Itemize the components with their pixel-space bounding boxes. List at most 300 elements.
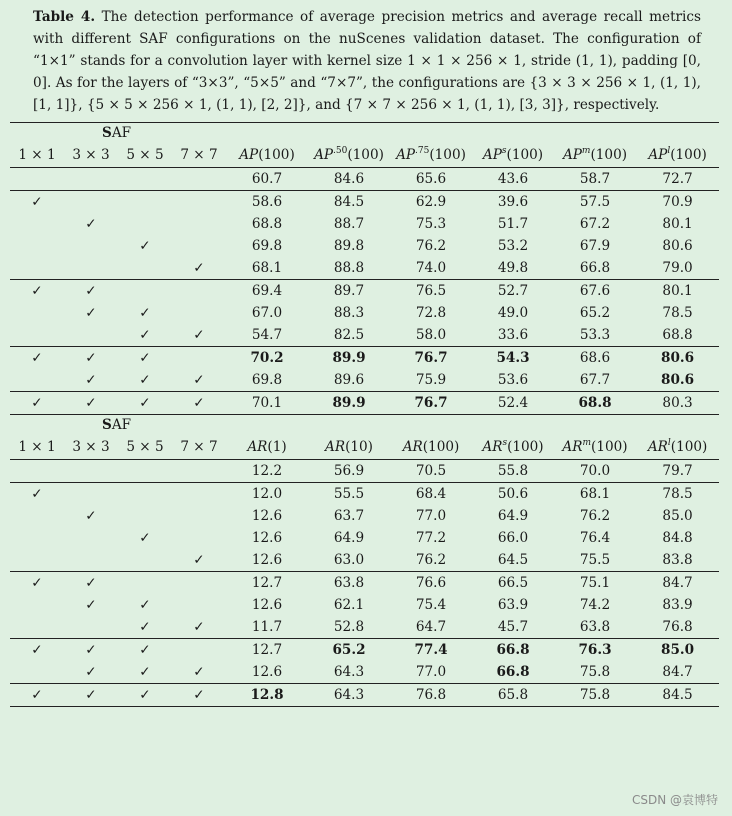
config-cell	[64, 213, 118, 235]
metric-value: 68.8	[554, 392, 636, 415]
metric-tail: (100)	[506, 147, 544, 163]
metric-value: 75.5	[579, 552, 611, 568]
metric-value: 68.1	[554, 483, 636, 506]
metric-value: 63.8	[579, 619, 611, 635]
metric-tail: (100)	[258, 147, 295, 163]
metric-value: 76.7	[390, 347, 472, 370]
config-cell	[64, 661, 118, 684]
config-cell	[118, 483, 172, 506]
metric-value: 76.6	[390, 572, 472, 595]
ap-kernel-header: 7 × 7	[180, 147, 218, 163]
metric-value: 83.8	[662, 552, 693, 568]
metric-value: 89.8	[333, 238, 365, 254]
check-mark: ✓	[31, 283, 43, 299]
ar-header-row	[10, 435, 719, 460]
config-cell	[64, 369, 118, 392]
metric-value: 84.7	[636, 572, 719, 595]
metric-value: 57.5	[554, 191, 636, 214]
config-cell	[64, 616, 118, 639]
metric-value: 51.7	[497, 216, 529, 232]
config-cell	[172, 324, 226, 347]
ar-kernel-header: 3 × 3	[72, 439, 110, 455]
metric-tail: (100)	[422, 439, 460, 455]
metric-value: 55.8	[472, 460, 554, 483]
table-row	[10, 505, 719, 527]
metric-value: 70.5	[390, 460, 472, 483]
table-row	[10, 347, 719, 370]
config-cell	[118, 213, 172, 235]
check-mark: ✓	[193, 664, 205, 680]
metric-value: 68.8	[251, 216, 283, 232]
config-cell	[118, 347, 172, 370]
check-mark: ✓	[31, 395, 43, 411]
config-cell	[172, 527, 226, 549]
metric-value: 89.9	[308, 392, 390, 415]
config-cell	[172, 505, 226, 527]
metric-value: 64.9	[333, 530, 365, 546]
metric-value: 63.7	[333, 508, 365, 524]
config-cell	[10, 257, 64, 280]
ar-metric-header	[226, 435, 308, 460]
ar-saf-header	[10, 415, 719, 436]
metric-value: 77.0	[415, 508, 447, 524]
ap-metric-header	[308, 143, 390, 168]
config-cell	[172, 302, 226, 324]
metric-value: 65.6	[390, 168, 472, 191]
ap-saf-row	[10, 123, 719, 144]
config-cell	[118, 616, 172, 639]
check-mark: ✓	[85, 395, 97, 411]
table-row	[10, 549, 719, 572]
metric-value: 64.3	[333, 664, 365, 680]
config-cell	[172, 392, 226, 415]
metric-value: 85.0	[636, 639, 719, 662]
metric-value: 72.8	[415, 305, 447, 321]
metric-value: 67.9	[579, 238, 611, 254]
metric-base: AP	[482, 147, 502, 163]
table-row	[10, 684, 719, 707]
metric-sup: l	[667, 146, 671, 156]
config-cell	[172, 191, 226, 214]
config-cell	[10, 616, 64, 639]
metric-value: 68.4	[390, 483, 472, 506]
check-mark: ✓	[85, 687, 97, 703]
metric-base: AP	[648, 147, 668, 163]
ap-kernel-header: 1 × 1	[18, 147, 56, 163]
config-cell	[10, 505, 64, 527]
ar-kernel-header: 7 × 7	[180, 439, 218, 455]
metric-value: 76.3	[554, 639, 636, 662]
table-row	[10, 616, 719, 639]
metric-value: 68.1	[251, 260, 283, 276]
metric-base: AR	[402, 439, 423, 455]
check-mark: ✓	[139, 350, 151, 366]
metric-base: AR	[562, 439, 583, 455]
check-mark: ✓	[31, 486, 43, 502]
metric-value: 66.0	[497, 530, 529, 546]
config-cell	[172, 684, 226, 707]
config-cell	[118, 661, 172, 684]
check-mark: ✓	[85, 642, 97, 658]
check-mark: ✓	[85, 575, 97, 591]
table-row	[10, 235, 719, 257]
metric-value: 70.9	[636, 191, 719, 214]
metric-sup: .75	[415, 146, 430, 156]
metric-value: 58.6	[226, 191, 308, 214]
config-cell	[10, 527, 64, 549]
metric-value: 12.7	[226, 639, 308, 662]
config-cell	[64, 168, 118, 191]
check-mark: ✓	[85, 372, 97, 388]
metric-tail: (100)	[670, 439, 708, 455]
table-row	[10, 594, 719, 616]
metric-value: 65.8	[472, 684, 554, 707]
ar-metric-header	[472, 435, 554, 460]
metric-value: 64.5	[497, 552, 529, 568]
metric-tail: (10)	[345, 439, 373, 455]
table-row	[10, 302, 719, 324]
metric-value: 82.5	[333, 327, 365, 343]
check-mark: ✓	[193, 327, 205, 343]
metric-value: 12.6	[251, 530, 283, 546]
config-cell	[64, 460, 118, 483]
metric-tail: (100)	[507, 439, 544, 455]
config-cell	[10, 369, 64, 392]
check-mark: ✓	[139, 642, 151, 658]
check-mark: ✓	[31, 687, 43, 703]
check-mark: ✓	[139, 597, 151, 613]
metric-value: 77.0	[415, 664, 447, 680]
config-cell	[10, 235, 64, 257]
metric-value: 80.1	[636, 280, 719, 303]
check-mark: ✓	[193, 395, 205, 411]
metric-value: 64.7	[415, 619, 447, 635]
saf-rest: AF	[111, 125, 132, 141]
config-cell	[118, 280, 172, 303]
metric-value: 80.6	[636, 347, 719, 370]
config-cell	[118, 505, 172, 527]
config-cell	[10, 347, 64, 370]
config-cell	[172, 639, 226, 662]
metric-value: 76.2	[415, 552, 447, 568]
config-cell	[172, 483, 226, 506]
config-cell	[118, 302, 172, 324]
metric-value: 12.6	[251, 664, 283, 680]
metric-tail: (100)	[347, 147, 384, 163]
check-mark: ✓	[85, 305, 97, 321]
config-cell	[64, 527, 118, 549]
metric-sup: .50	[333, 146, 348, 156]
metric-value: 62.1	[333, 597, 365, 613]
ap-metric-header	[472, 143, 554, 168]
config-cell	[118, 594, 172, 616]
config-cell	[64, 594, 118, 616]
config-cell	[10, 392, 64, 415]
metric-value: 89.7	[308, 280, 390, 303]
config-cell	[64, 235, 118, 257]
check-mark: ✓	[85, 664, 97, 680]
metric-value: 75.1	[554, 572, 636, 595]
config-cell	[64, 324, 118, 347]
metric-value: 64.9	[497, 508, 529, 524]
metric-value: 45.7	[497, 619, 529, 635]
config-cell	[172, 594, 226, 616]
metric-value: 76.7	[390, 392, 472, 415]
check-mark: ✓	[85, 508, 97, 524]
metric-value: 80.6	[661, 372, 695, 388]
ar-metric-header	[308, 435, 390, 460]
table-row	[10, 392, 719, 415]
metric-value: 85.0	[662, 508, 693, 524]
config-cell	[118, 191, 172, 214]
metric-value: 69.8	[251, 372, 283, 388]
config-cell	[10, 460, 64, 483]
config-cell	[118, 369, 172, 392]
metric-value: 62.9	[390, 191, 472, 214]
table-row	[10, 168, 719, 191]
metric-value: 69.8	[251, 238, 283, 254]
metric-value: 53.6	[497, 372, 529, 388]
metric-value: 68.8	[662, 327, 693, 343]
metric-base: AP	[239, 147, 259, 163]
metric-value: 75.4	[415, 597, 447, 613]
table-row	[10, 369, 719, 392]
config-cell	[118, 324, 172, 347]
metric-value: 75.8	[579, 664, 611, 680]
metric-sup: m	[582, 438, 592, 448]
config-cell	[172, 572, 226, 595]
ap-header-row	[10, 143, 719, 168]
metric-sup: m	[581, 146, 591, 156]
config-cell	[64, 302, 118, 324]
metric-sup: s	[501, 146, 507, 156]
config-cell	[64, 392, 118, 415]
table-row	[10, 257, 719, 280]
config-cell	[10, 661, 64, 684]
check-mark: ✓	[139, 238, 151, 254]
config-cell	[172, 257, 226, 280]
check-mark: ✓	[193, 552, 205, 568]
metric-value: 88.7	[333, 216, 365, 232]
ap-metric-header	[390, 143, 472, 168]
check-mark: ✓	[85, 216, 97, 232]
watermark: CSDN @袁博特	[631, 793, 718, 807]
ap-metric-header	[554, 143, 636, 168]
check-mark: ✓	[139, 395, 151, 411]
metric-value: 70.2	[226, 347, 308, 370]
config-cell	[118, 460, 172, 483]
config-cell	[10, 168, 64, 191]
saf-first-letter: S	[102, 417, 112, 433]
metric-value: 88.8	[333, 260, 365, 276]
metric-base: AP	[396, 147, 416, 163]
metric-value: 88.3	[333, 305, 365, 321]
metric-value: 43.6	[472, 168, 554, 191]
metric-value: 66.5	[472, 572, 554, 595]
metric-base: AP	[562, 147, 582, 163]
metric-value: 75.8	[554, 684, 636, 707]
table-row	[10, 527, 719, 549]
check-mark: ✓	[139, 372, 151, 388]
metric-value: 54.3	[472, 347, 554, 370]
config-cell	[118, 549, 172, 572]
metric-value: 52.8	[333, 619, 365, 635]
metric-value: 54.7	[251, 327, 283, 343]
config-cell	[10, 572, 64, 595]
metric-sup: s	[502, 438, 508, 448]
metric-value: 33.6	[497, 327, 529, 343]
ap-kernel-header: 3 × 3	[72, 147, 110, 163]
metric-value: 74.0	[415, 260, 447, 276]
config-cell	[64, 572, 118, 595]
table-row	[10, 483, 719, 506]
config-cell	[172, 369, 226, 392]
metric-value: 12.6	[251, 508, 283, 524]
metric-value: 79.0	[662, 260, 693, 276]
metric-value: 53.3	[579, 327, 611, 343]
config-cell	[118, 684, 172, 707]
metric-value: 77.4	[390, 639, 472, 662]
table-row	[10, 324, 719, 347]
table-row	[10, 280, 719, 303]
config-cell	[64, 505, 118, 527]
metric-value: 77.2	[415, 530, 447, 546]
metric-value: 63.0	[333, 552, 365, 568]
config-cell	[118, 639, 172, 662]
config-cell	[10, 594, 64, 616]
metric-base: AR	[482, 439, 503, 455]
metric-value: 50.6	[472, 483, 554, 506]
metric-value: 69.4	[226, 280, 308, 303]
ar-kernel-header: 5 × 5	[126, 439, 164, 455]
table-caption	[33, 6, 701, 116]
check-mark: ✓	[139, 664, 151, 680]
metric-value: 70.0	[554, 460, 636, 483]
check-mark: ✓	[193, 687, 205, 703]
metric-value: 76.8	[662, 619, 693, 635]
metric-value: 78.5	[636, 483, 719, 506]
config-cell	[10, 302, 64, 324]
check-mark: ✓	[193, 372, 205, 388]
metric-value: 11.7	[251, 619, 283, 635]
table-row	[10, 639, 719, 662]
check-mark: ✓	[139, 619, 151, 635]
metric-tail: (100)	[590, 147, 628, 163]
caption-label: Table 4.	[33, 9, 96, 25]
results-table-body	[10, 123, 719, 707]
metric-value: 12.8	[226, 684, 308, 707]
config-cell	[118, 168, 172, 191]
config-cell	[64, 684, 118, 707]
config-cell	[172, 235, 226, 257]
check-mark: ✓	[139, 305, 151, 321]
metric-base: AR	[647, 439, 668, 455]
ar-kernel-header: 1 × 1	[18, 439, 56, 455]
metric-value: 12.0	[226, 483, 308, 506]
metric-value: 70.1	[226, 392, 308, 415]
metric-value: 84.6	[308, 168, 390, 191]
metric-value: 49.0	[497, 305, 529, 321]
metric-value: 67.2	[579, 216, 611, 232]
results-table	[10, 122, 719, 707]
metric-value: 84.5	[636, 684, 719, 707]
metric-value: 83.9	[662, 597, 693, 613]
config-cell	[118, 392, 172, 415]
metric-value: 52.4	[472, 392, 554, 415]
metric-value: 66.8	[472, 639, 554, 662]
config-cell	[64, 639, 118, 662]
metric-value: 65.2	[579, 305, 611, 321]
metric-base: AP	[314, 147, 334, 163]
config-cell	[64, 280, 118, 303]
metric-tail: (1)	[267, 439, 287, 455]
metric-value: 76.4	[579, 530, 611, 546]
ap-kernel-header: 5 × 5	[126, 147, 164, 163]
config-cell	[10, 684, 64, 707]
metric-base: AR	[247, 439, 268, 455]
metric-value: 78.5	[662, 305, 693, 321]
metric-value: 60.7	[226, 168, 308, 191]
metric-value: 52.7	[472, 280, 554, 303]
metric-value: 67.6	[554, 280, 636, 303]
check-mark: ✓	[193, 619, 205, 635]
config-cell	[172, 213, 226, 235]
ar-metric-header	[390, 435, 472, 460]
metric-value: 12.6	[251, 597, 283, 613]
metric-value: 76.2	[579, 508, 611, 524]
check-mark: ✓	[85, 283, 97, 299]
metric-value: 74.2	[579, 597, 611, 613]
ar-saf-row	[10, 415, 719, 436]
metric-value: 89.9	[308, 347, 390, 370]
check-mark: ✓	[31, 642, 43, 658]
metric-value: 84.8	[662, 530, 693, 546]
metric-value: 55.5	[308, 483, 390, 506]
config-cell	[172, 280, 226, 303]
metric-tail: (100)	[429, 147, 466, 163]
metric-value: 58.7	[554, 168, 636, 191]
config-cell	[172, 460, 226, 483]
config-cell	[172, 616, 226, 639]
config-cell	[118, 257, 172, 280]
metric-value: 84.7	[662, 664, 693, 680]
config-cell	[64, 549, 118, 572]
metric-base: AR	[325, 439, 346, 455]
config-cell	[64, 483, 118, 506]
metric-value: 12.6	[251, 552, 283, 568]
check-mark: ✓	[31, 194, 43, 210]
metric-value: 79.7	[636, 460, 719, 483]
metric-sup: l	[667, 438, 671, 448]
metric-value: 75.9	[415, 372, 447, 388]
config-cell	[10, 324, 64, 347]
metric-value: 75.3	[415, 216, 447, 232]
config-cell	[10, 483, 64, 506]
saf-first-letter: S	[102, 125, 112, 141]
metric-value: 63.9	[497, 597, 529, 613]
check-mark: ✓	[31, 575, 43, 591]
config-cell	[64, 347, 118, 370]
metric-value: 76.2	[415, 238, 447, 254]
check-mark: ✓	[139, 327, 151, 343]
metric-tail: (100)	[591, 439, 628, 455]
config-cell	[172, 661, 226, 684]
metric-value: 89.6	[333, 372, 365, 388]
metric-value: 49.8	[497, 260, 529, 276]
config-cell	[10, 639, 64, 662]
metric-value: 68.6	[554, 347, 636, 370]
config-cell	[10, 549, 64, 572]
